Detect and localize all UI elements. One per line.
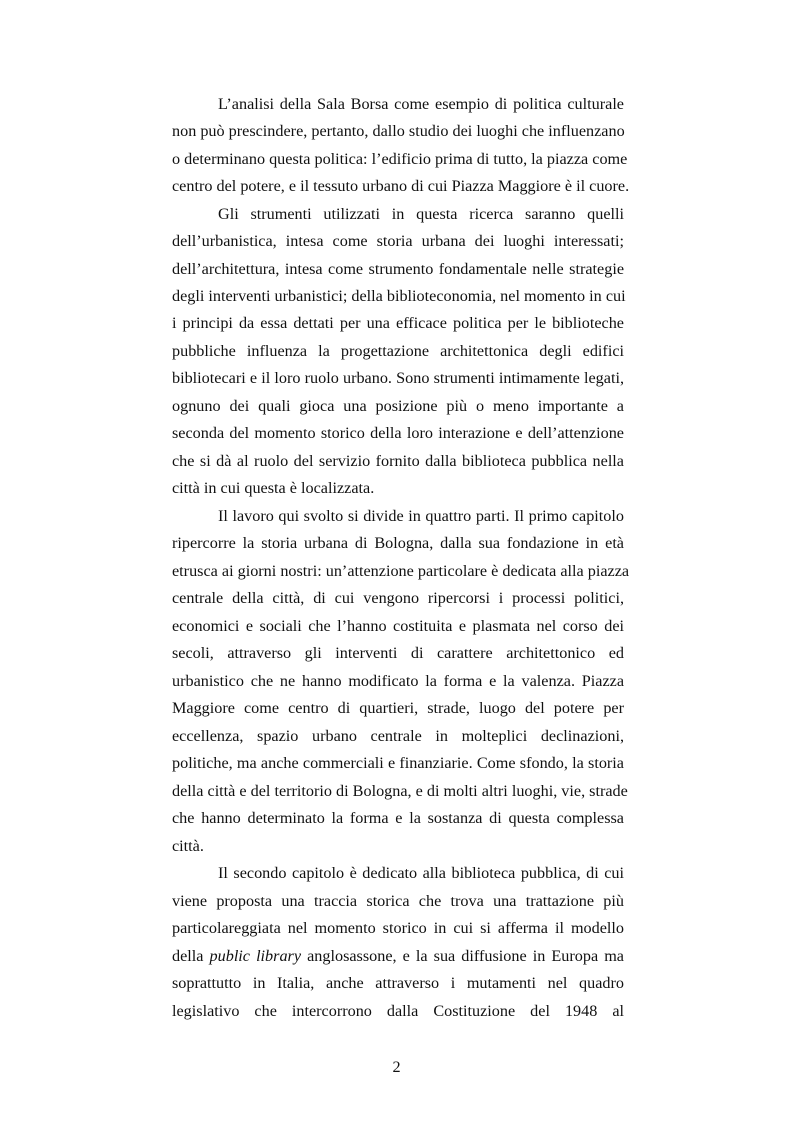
- text-line: città in cui questa è localizzata.: [172, 479, 375, 497]
- text-line: urbanistico che ne hanno modificato la forma e la valenza. Piazza: [172, 672, 624, 690]
- text-line: soprattutto in Italia, anche attraverso i mutamenti nel quadro: [172, 974, 624, 992]
- italic-term: public library: [209, 947, 302, 965]
- text-line: i principi da essa dettati per una efficace politica per le biblioteche: [172, 314, 624, 332]
- text-line: eccellenza, spazio urbano centrale in molteplici declinazioni,: [172, 727, 624, 745]
- text-line: ognuno dei quali gioca una posizione più o meno importante a: [172, 397, 624, 415]
- text-line: economici e sociali che l’hanno costituita e plasmata nel corso dei: [172, 617, 624, 635]
- text-line: o determinano questa politica: l’edificio prima di tutto, la piazza come: [172, 150, 628, 168]
- text-line: [172, 946, 624, 966]
- text-line: seconda del momento storico della loro interazione e dell’attenzione: [172, 424, 624, 442]
- text-line: viene proposta una traccia storica che trova una trattazione più: [172, 892, 624, 910]
- text-line: ripercorre la storia urbana di Bologna, dalla sua fondazione in età: [172, 534, 624, 552]
- text-line: dell’urbanistica, intesa come storia urbana dei luoghi interessati;: [172, 232, 624, 250]
- text-line: etrusca ai giorni nostri: un’attenzione particolare è dedicata alla piazza: [172, 562, 630, 580]
- text-run: anglosassone, e la sua diffusione in Europa ma: [301, 947, 624, 965]
- text-line: secoli, attraverso gli interventi di carattere architettonico ed: [172, 644, 624, 662]
- text-line: Il secondo capitolo è dedicato alla biblioteca pubblica, di cui: [218, 864, 624, 882]
- text-line: particolareggiata nel momento storico in cui si afferma il modello: [172, 919, 624, 937]
- text-line: Maggiore come centro di quartieri, strade, luogo del potere per: [172, 699, 624, 717]
- text-line: non può prescindere, pertanto, dallo studio dei luoghi che influenzano: [172, 122, 625, 140]
- text-line: città.: [172, 837, 204, 855]
- text-line: Il lavoro qui svolto si divide in quattro parti. Il primo capitolo: [218, 507, 624, 525]
- text-line: centrale della città, di cui vengono ripercorsi i processi politici,: [172, 589, 624, 607]
- text-line: della città e del territorio di Bologna, e di molti altri luoghi, vie, strade: [172, 782, 628, 800]
- text-line: L’analisi della Sala Borsa come esempio di politica culturale: [218, 95, 624, 113]
- text-run: della: [172, 947, 210, 965]
- text-line: degli interventi urbanistici; della biblioteconomia, nel momento in cui: [172, 287, 626, 305]
- text-line: dell’architettura, intesa come strumento fondamentale nelle strategie: [172, 260, 624, 278]
- page-number: 2: [392, 1058, 401, 1076]
- text-line: che si dà al ruolo del servizio fornito dalla biblioteca pubblica nella: [172, 452, 624, 470]
- text-line: pubbliche influenza la progettazione architettonica degli edifici: [172, 342, 624, 360]
- text-line: che hanno determinato la forma e la sostanza di questa complessa: [172, 809, 624, 827]
- text-line: Gli strumenti utilizzati in questa ricerca saranno quelli: [218, 205, 624, 223]
- text-line: centro del potere, e il tessuto urbano di cui Piazza Maggiore è il cuore.: [172, 177, 630, 195]
- text-line: bibliotecari e il loro ruolo urbano. Sono strumenti intimamente legati,: [172, 369, 624, 387]
- text-line: legislativo che intercorrono dalla Costituzione del 1948 al: [172, 1002, 624, 1020]
- text-line: politiche, ma anche commerciali e finanziarie. Come sfondo, la storia: [172, 754, 624, 772]
